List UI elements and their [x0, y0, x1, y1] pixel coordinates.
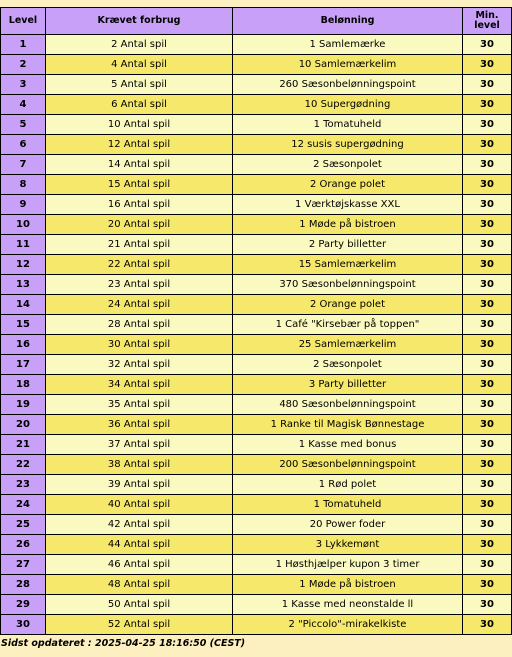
requirement-cell: 46 Antal spil: [46, 555, 233, 575]
level-cell: 24: [1, 495, 46, 515]
level-cell: 18: [1, 375, 46, 395]
min-level-cell: 30: [463, 275, 511, 295]
requirement-cell: 42 Antal spil: [46, 515, 233, 535]
table-row: [1, 35, 511, 55]
min-level-cell: 30: [463, 535, 511, 555]
requirement-cell: 38 Antal spil: [46, 455, 233, 475]
level-cell: 5: [1, 115, 46, 135]
table-row: [1, 435, 511, 455]
min-level-cell: 30: [463, 75, 511, 95]
table-row: [1, 575, 511, 595]
table-row: [1, 355, 511, 375]
min-level-cell: 30: [463, 355, 511, 375]
requirement-cell: 12 Antal spil: [46, 135, 233, 155]
reward-cell: 20 Power foder: [233, 515, 463, 535]
reward-cell: 1 Kasse med neonstalde ll: [233, 595, 463, 615]
requirement-cell: 21 Antal spil: [46, 235, 233, 255]
level-cell: 20: [1, 415, 46, 435]
requirement-cell: 48 Antal spil: [46, 575, 233, 595]
level-cell: 30: [1, 615, 46, 634]
table-row: [1, 495, 511, 515]
min-level-cell: 30: [463, 615, 511, 634]
min-level-cell: 30: [463, 335, 511, 355]
level-cell: 29: [1, 595, 46, 615]
min-level-cell: 30: [463, 175, 511, 195]
reward-cell: 15 Samlemærkelim: [233, 255, 463, 275]
rewards-table: [0, 7, 512, 635]
reward-cell: 1 Ranke til Magisk Bønnestage: [233, 415, 463, 435]
level-cell: 1: [1, 35, 46, 55]
level-cell: 17: [1, 355, 46, 375]
requirement-cell: 32 Antal spil: [46, 355, 233, 375]
level-cell: 16: [1, 335, 46, 355]
level-cell: 2: [1, 55, 46, 75]
requirement-cell: 35 Antal spil: [46, 395, 233, 415]
min-level-cell: 30: [463, 455, 511, 475]
table-row: [1, 275, 511, 295]
table-row: [1, 535, 511, 555]
reward-cell: 1 Rød polet: [233, 475, 463, 495]
table-row: [1, 255, 511, 275]
level-cell: 6: [1, 135, 46, 155]
reward-cell: 2 Orange polet: [233, 175, 463, 195]
table-row: [1, 135, 511, 155]
requirement-cell: 16 Antal spil: [46, 195, 233, 215]
level-cell: 13: [1, 275, 46, 295]
min-level-cell: 30: [463, 495, 511, 515]
requirement-cell: 6 Antal spil: [46, 95, 233, 115]
reward-cell: 1 Kasse med bonus: [233, 435, 463, 455]
requirement-cell: 14 Antal spil: [46, 155, 233, 175]
requirement-cell: 34 Antal spil: [46, 375, 233, 395]
requirement-cell: 30 Antal spil: [46, 335, 233, 355]
reward-cell: 1 Møde på bistroen: [233, 575, 463, 595]
level-cell: 10: [1, 215, 46, 235]
min-level-cell: 30: [463, 515, 511, 535]
min-level-cell: 30: [463, 235, 511, 255]
level-cell: 9: [1, 195, 46, 215]
table-row: [1, 395, 511, 415]
min-level-cell: 30: [463, 315, 511, 335]
min-level-cell: 30: [463, 195, 511, 215]
table-row: [1, 95, 511, 115]
level-cell: 21: [1, 435, 46, 455]
header-min-level: [463, 8, 511, 35]
requirement-cell: 28 Antal spil: [46, 315, 233, 335]
min-level-cell: 30: [463, 135, 511, 155]
level-cell: 23: [1, 475, 46, 495]
table-row: [1, 235, 511, 255]
level-cell: 19: [1, 395, 46, 415]
reward-cell: 200 Sæsonbelønningspoint: [233, 455, 463, 475]
level-cell: 4: [1, 95, 46, 115]
requirement-cell: 15 Antal spil: [46, 175, 233, 195]
requirement-cell: 37 Antal spil: [46, 435, 233, 455]
min-level-cell: 30: [463, 295, 511, 315]
reward-cell: 1 Høsthjælper kupon 3 timer: [233, 555, 463, 575]
header-min-level-line2: level: [474, 20, 500, 31]
level-cell: 14: [1, 295, 46, 315]
table-row: [1, 295, 511, 315]
table-body: [1, 35, 511, 634]
requirement-cell: 24 Antal spil: [46, 295, 233, 315]
table-row: [1, 195, 511, 215]
reward-cell: 480 Sæsonbelønningspoint: [233, 395, 463, 415]
min-level-cell: 30: [463, 115, 511, 135]
min-level-cell: 30: [463, 475, 511, 495]
header-requirement: Krævet forbrug: [46, 8, 233, 35]
reward-cell: 2 Sæsonpolet: [233, 155, 463, 175]
table-row: [1, 315, 511, 335]
min-level-cell: 30: [463, 35, 511, 55]
table-row: [1, 175, 511, 195]
table-header-row: [1, 8, 511, 35]
requirement-cell: 52 Antal spil: [46, 615, 233, 634]
min-level-cell: 30: [463, 55, 511, 75]
reward-cell: 3 Lykkemønt: [233, 535, 463, 555]
reward-cell: 2 Party billetter: [233, 235, 463, 255]
table-row: [1, 455, 511, 475]
reward-cell: 1 Møde på bistroen: [233, 215, 463, 235]
min-level-cell: 30: [463, 435, 511, 455]
min-level-cell: 30: [463, 155, 511, 175]
requirement-cell: 2 Antal spil: [46, 35, 233, 55]
reward-cell: 12 susis supergødning: [233, 135, 463, 155]
header-min-level-line1: Min.: [475, 10, 499, 21]
min-level-cell: 30: [463, 255, 511, 275]
reward-cell: 1 Café "Kirsebær på toppen": [233, 315, 463, 335]
table-row: [1, 55, 511, 75]
reward-cell: 2 Sæsonpolet: [233, 355, 463, 375]
requirement-cell: 20 Antal spil: [46, 215, 233, 235]
reward-cell: 1 Samlemærke: [233, 35, 463, 55]
reward-cell: 1 Tomatuheld: [233, 495, 463, 515]
level-cell: 3: [1, 75, 46, 95]
reward-cell: 2 Orange polet: [233, 295, 463, 315]
table-row: [1, 595, 511, 615]
level-cell: 7: [1, 155, 46, 175]
level-cell: 12: [1, 255, 46, 275]
reward-cell: 25 Samlemærkelim: [233, 335, 463, 355]
table-row: [1, 615, 511, 634]
reward-cell: 1 Værktøjskasse XXL: [233, 195, 463, 215]
requirement-cell: 22 Antal spil: [46, 255, 233, 275]
table-row: [1, 515, 511, 535]
requirement-cell: 36 Antal spil: [46, 415, 233, 435]
header-level: Level: [1, 8, 46, 35]
requirement-cell: 40 Antal spil: [46, 495, 233, 515]
min-level-cell: 30: [463, 555, 511, 575]
table-row: [1, 155, 511, 175]
min-level-cell: 30: [463, 95, 511, 115]
reward-cell: 1 Tomatuheld: [233, 115, 463, 135]
level-cell: 15: [1, 315, 46, 335]
table-row: [1, 555, 511, 575]
min-level-cell: 30: [463, 415, 511, 435]
min-level-cell: 30: [463, 395, 511, 415]
level-cell: 11: [1, 235, 46, 255]
min-level-cell: 30: [463, 215, 511, 235]
level-cell: 22: [1, 455, 46, 475]
min-level-cell: 30: [463, 595, 511, 615]
level-cell: 26: [1, 535, 46, 555]
requirement-cell: 5 Antal spil: [46, 75, 233, 95]
reward-cell: 370 Sæsonbelønningspoint: [233, 275, 463, 295]
table-row: [1, 75, 511, 95]
level-cell: 27: [1, 555, 46, 575]
reward-cell: 10 Samlemærkelim: [233, 55, 463, 75]
reward-cell: 260 Sæsonbelønningspoint: [233, 75, 463, 95]
reward-cell: 10 Supergødning: [233, 95, 463, 115]
last-updated-text: Sidst opdateret : 2025-04-25 18:16:50 (CEST): [1, 638, 246, 649]
requirement-cell: 10 Antal spil: [46, 115, 233, 135]
table-row: [1, 475, 511, 495]
reward-cell: 3 Party billetter: [233, 375, 463, 395]
table-row: [1, 215, 511, 235]
reward-cell: 2 "Piccolo"-mirakelkiste: [233, 615, 463, 634]
min-level-cell: 30: [463, 575, 511, 595]
requirement-cell: 23 Antal spil: [46, 275, 233, 295]
table-row: [1, 375, 511, 395]
table-row: [1, 335, 511, 355]
requirement-cell: 44 Antal spil: [46, 535, 233, 555]
table-row: [1, 415, 511, 435]
requirement-cell: 39 Antal spil: [46, 475, 233, 495]
requirement-cell: 4 Antal spil: [46, 55, 233, 75]
level-cell: 8: [1, 175, 46, 195]
header-reward: Belønning: [233, 8, 463, 35]
level-cell: 25: [1, 515, 46, 535]
requirement-cell: 50 Antal spil: [46, 595, 233, 615]
min-level-cell: 30: [463, 375, 511, 395]
level-cell: 28: [1, 575, 46, 595]
table-row: [1, 115, 511, 135]
